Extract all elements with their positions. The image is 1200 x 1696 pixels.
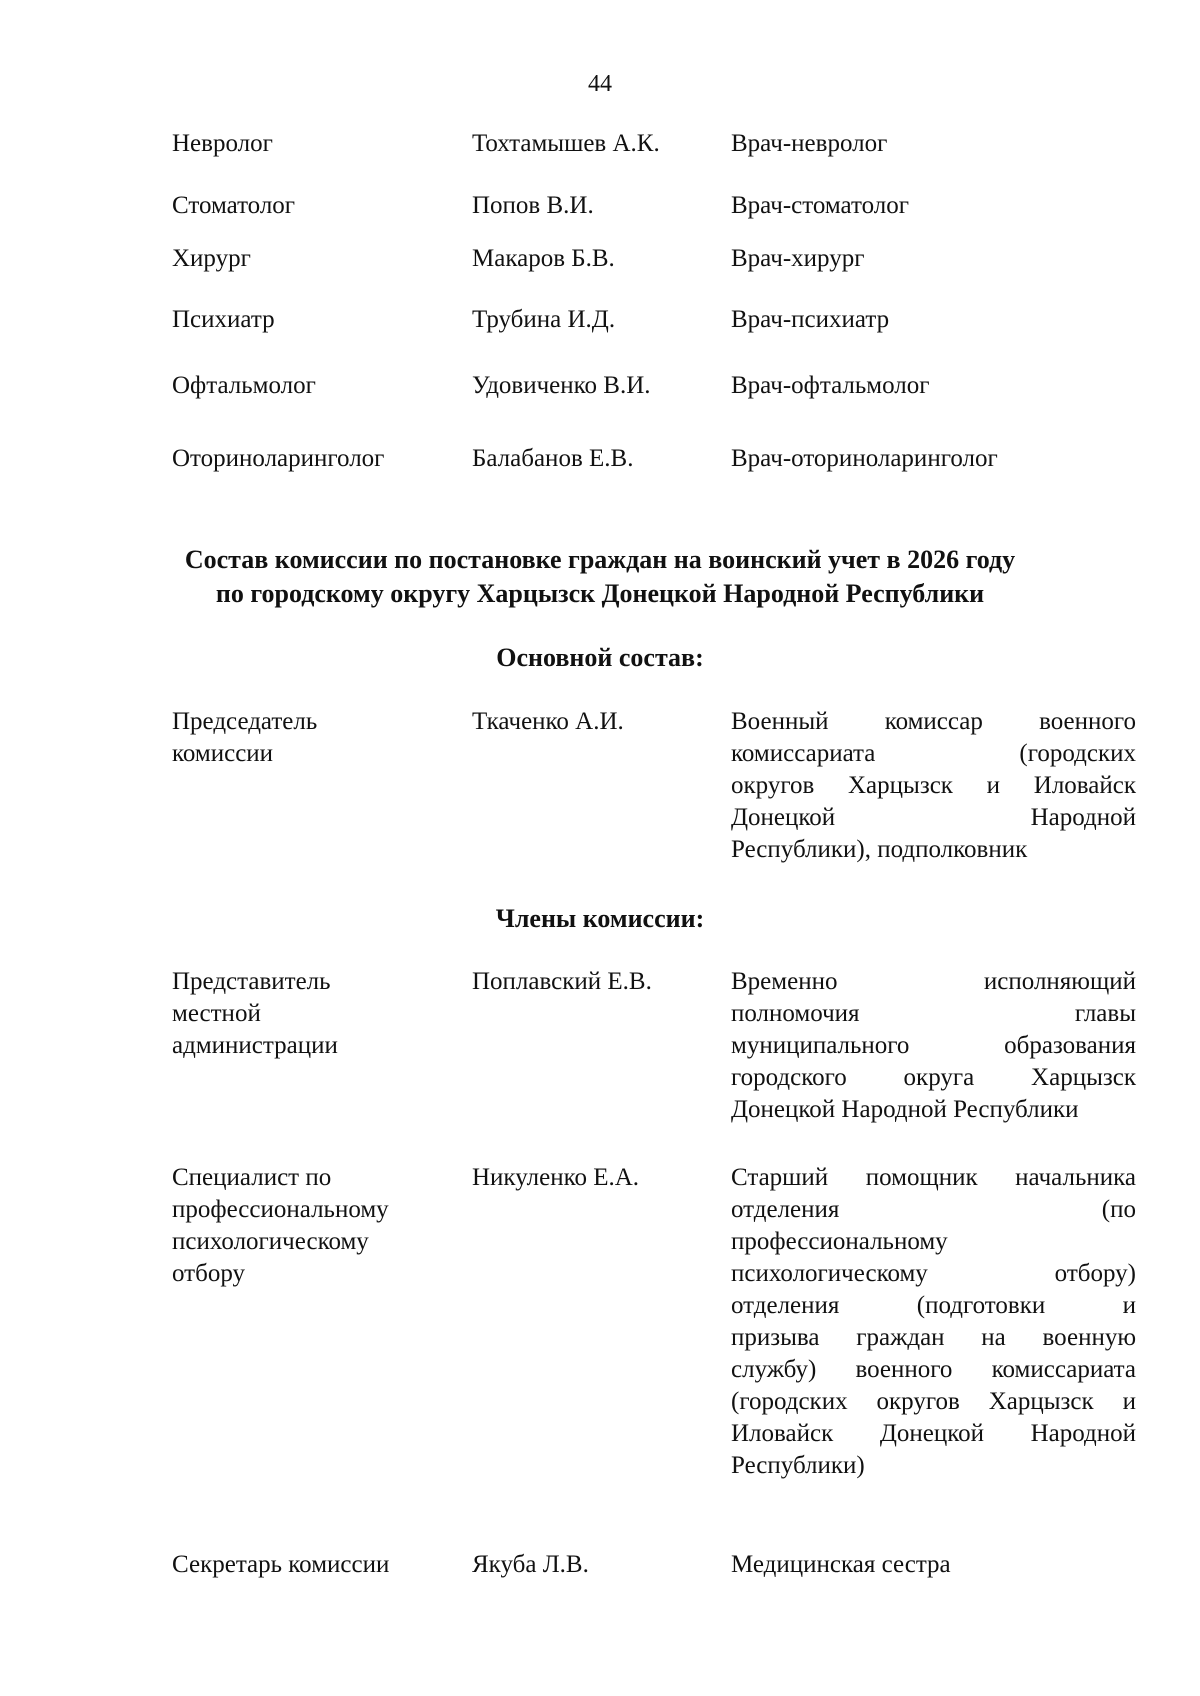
- doctor-position: Врач-невролог: [731, 130, 888, 157]
- commission-title: [0, 543, 1200, 611]
- doctor-specialty: Невролог: [172, 130, 273, 157]
- doctor-name: Попов В.И.: [472, 192, 594, 219]
- position-line: Старший помощник начальника: [731, 1164, 1136, 1191]
- position-line: Военный комиссар военного: [731, 708, 1136, 735]
- position-line: Временно исполняющий: [731, 968, 1136, 995]
- position-line: призыва граждан на военную: [731, 1324, 1136, 1351]
- role-line: Представитель: [172, 968, 331, 995]
- position-line: муниципального образования: [731, 1032, 1136, 1059]
- position-line: (городских округов Харцызск и: [731, 1388, 1136, 1415]
- position-line: Республики), подполковник: [731, 836, 1028, 863]
- position-line: округов Харцызск и Иловайск: [731, 772, 1136, 799]
- role-line: психологическому: [172, 1228, 369, 1255]
- members-heading: Члены комиссии:: [495, 904, 705, 933]
- member-role: [172, 966, 452, 1062]
- position-line: отделения (подготовки и: [731, 1292, 1136, 1319]
- chairman-position: [731, 706, 1136, 866]
- role-line: профессиональному: [172, 1196, 389, 1223]
- position-line: комиссариата (городских: [731, 740, 1136, 767]
- member-role: [172, 1162, 452, 1290]
- member-name: Никуленко Е.А.: [472, 1164, 640, 1191]
- member-position: [731, 966, 1136, 1126]
- position-line: психологическому отбору): [731, 1260, 1136, 1287]
- position-line: Донецкой Народной: [731, 804, 1136, 831]
- position-line: отделения (по: [731, 1196, 1136, 1223]
- position-line: Республики): [731, 1452, 865, 1479]
- role-line: отбору: [172, 1260, 245, 1287]
- position-line: Донецкой Народной Республики: [731, 1096, 1079, 1123]
- member-position: [731, 1549, 1136, 1581]
- doctor-specialty: Стоматолог: [172, 192, 296, 219]
- doctor-position: Врач-психиатр: [731, 306, 890, 333]
- role-line: местной: [172, 1000, 261, 1027]
- chairman-name: Ткаченко А.И.: [472, 708, 624, 735]
- role-line: администрации: [172, 1032, 338, 1059]
- doctor-specialty: Офтальмолог: [172, 372, 316, 399]
- main-section-heading: Основной состав:: [496, 643, 704, 672]
- member-name: Якуба Л.В.: [472, 1551, 589, 1578]
- page-number: 44: [588, 71, 612, 97]
- doctor-name: Макаров Б.В.: [472, 245, 615, 272]
- position-line: службу) военного комиссариата: [731, 1356, 1136, 1383]
- doctor-name: Трубина И.Д.: [472, 306, 616, 333]
- position-line: профессиональному: [731, 1228, 948, 1255]
- chairman-role: [172, 706, 452, 770]
- doctor-specialty: Хирург: [172, 245, 251, 272]
- role-line: Председатель: [172, 708, 318, 735]
- doctor-specialty: Психиатр: [172, 306, 275, 333]
- doctor-name: Тохтамышев А.К.: [472, 130, 660, 157]
- doctor-position: Врач-офтальмолог: [731, 372, 930, 399]
- position-line: Медицинская сестра: [731, 1551, 951, 1578]
- commission-title-line: по городскому округу Харцызск Донецкой Народной Республики: [215, 579, 985, 608]
- member-role: [172, 1549, 452, 1581]
- doctor-position: Врач-стоматолог: [731, 192, 909, 219]
- doctor-specialty: Оториноларинголог: [172, 445, 385, 472]
- position-line: полномочия главы: [731, 1000, 1136, 1027]
- position-line: городского округа Харцызск: [731, 1064, 1136, 1091]
- member-name: Поплавский Е.В.: [472, 968, 652, 995]
- doctor-position: Врач-оториноларинголог: [731, 445, 998, 472]
- role-line: Секретарь комиссии: [172, 1551, 390, 1578]
- doctor-name: Удовиченко В.И.: [472, 372, 651, 399]
- doctor-position: Врач-хирург: [731, 245, 865, 272]
- role-line: комиссии: [172, 740, 274, 767]
- position-line: Иловайск Донецкой Народной: [731, 1420, 1136, 1447]
- commission-title-line: Состав комиссии по постановке граждан на воинский учет в 2026 году: [184, 545, 1016, 574]
- doctor-name: Балабанов Е.В.: [472, 445, 634, 472]
- member-position: [731, 1162, 1136, 1482]
- role-line: Специалист по: [172, 1164, 332, 1191]
